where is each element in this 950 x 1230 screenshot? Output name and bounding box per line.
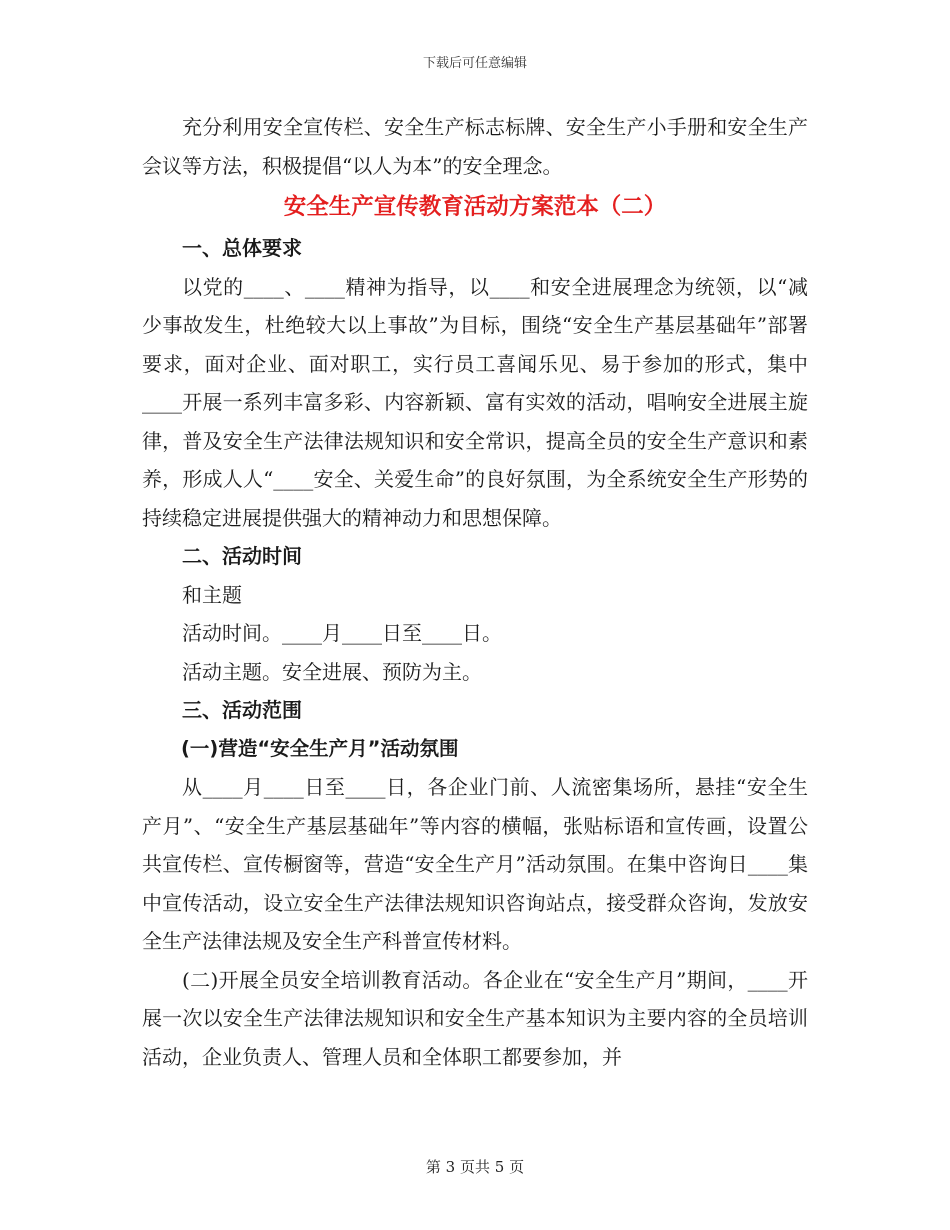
activity-theme-line: 活动主题。安全进展、预防为主。: [182, 659, 482, 684]
general-requirements-paragraph: 以党的____、____精神为指导，以____和安全进展理念为统领，以“减少事故发生，杜绝较大以上事故”为目标，围绕“安全生产基层基础年”部署要求，面对企业、面对职工，实行员工喜闻乐见、易于参加的形式，集中____开展一系列丰富多彩、内容新颖、富有实效的活动，唱响安全进展主旋律，普及安全生产法律法规知识和安全常识，提高全员的安全生产意识和素养，形成人人“____安全、关爱生命”的良好氛围，为全系统安全生产形势的持续稳定进展提供强大的精神动力和思想保障。: [142, 274, 808, 530]
page-header: 下载后可任意编辑: [422, 56, 527, 71]
section-heading-scope: 三、活动范围: [182, 698, 302, 722]
training-paragraph: (二)开展全员安全培训教育活动。各企业在“安全生产月”期间，____开展一次以安全生产法律法规知识和安全生产基本知识为主要内容的全员培训活动，企业负责人、管理人员和全体职工都要参加，并: [142, 967, 808, 1069]
intro-paragraph: 充分利用安全宣传栏、安全生产标志标牌、安全生产小手册和安全生产会议等方法，积极提倡“以人为本”的安全理念。: [142, 115, 808, 178]
document-body: [142, 108, 808, 1076]
time-theme-line: 和主题: [182, 582, 242, 607]
document-title: 安全生产宣传教育活动方案范本（二）: [283, 194, 667, 220]
atmosphere-paragraph: 从____月____日至____日，各企业门前、人流密集场所，悬挂“安全生产月”、“安全生产基层基础年”等内容的横幅，张贴标语和宣传画，设置公共宣传栏、宣传橱窗等，营造“安全生产月”活动氛围。在集中咨询日____集中宣传活动，设立安全生产法律法规知识咨询站点，接受群众咨询，发放安全生产法律法规及安全生产科普宣传材料。: [142, 775, 808, 953]
section-heading-time: 二、活动时间: [182, 544, 302, 568]
subsection-heading-atmosphere: (一)营造“安全生产月”活动氛围: [181, 736, 459, 760]
section-heading-general: 一、总体要求: [182, 236, 302, 260]
activity-time-line: 活动时间。____月____日至____日。: [182, 621, 502, 645]
page-number: 第 3 页共 5 页: [425, 1158, 525, 1176]
